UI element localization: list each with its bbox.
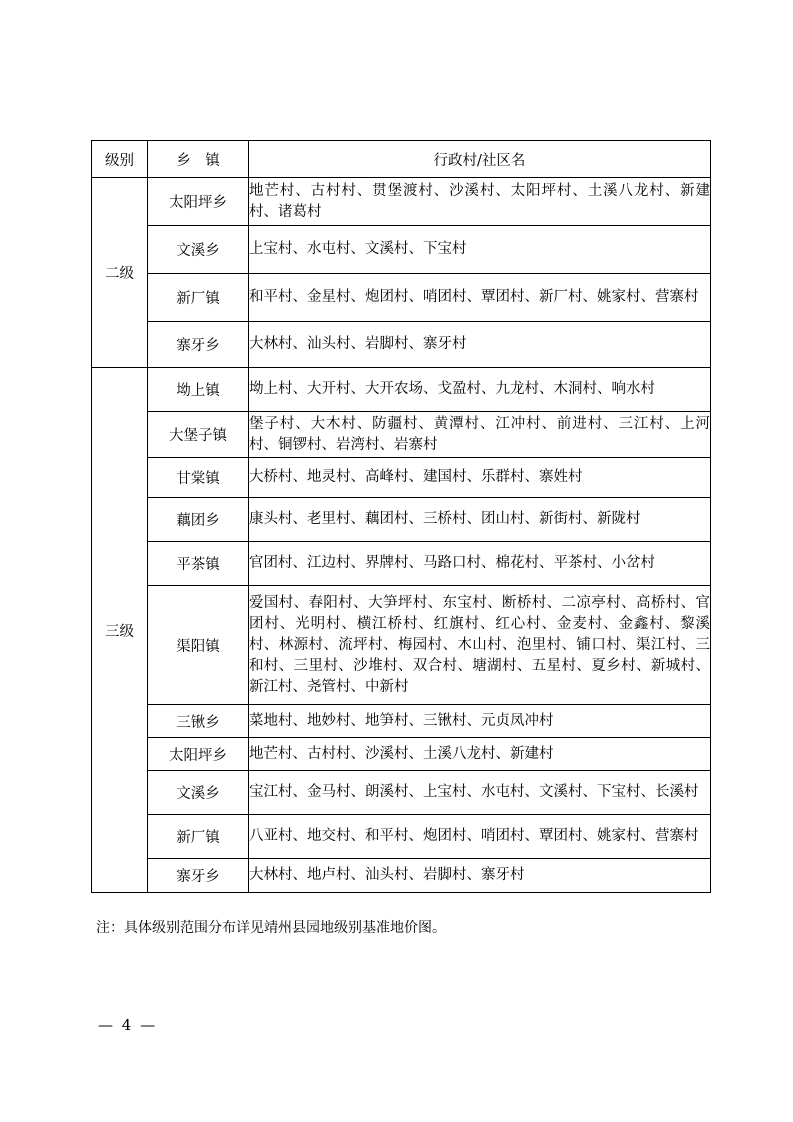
table-header-row	[92, 141, 711, 178]
header-town: 乡 镇	[148, 141, 249, 178]
table-row	[92, 586, 711, 705]
header-villages: 行政村/社区名	[249, 141, 711, 178]
villages-cell: 菜地村、地妙村、地笋村、三锹村、元贞凤冲村	[249, 705, 711, 738]
table-row	[92, 738, 711, 771]
town-cell: 大堡子镇	[148, 412, 249, 458]
table-row	[92, 705, 711, 738]
table-row	[92, 498, 711, 542]
town-cell: 寨牙乡	[148, 322, 249, 368]
table-row	[92, 412, 711, 458]
town-cell: 藕团乡	[148, 498, 249, 542]
town-cell: 寨牙乡	[148, 859, 249, 893]
villages-cell: 地芒村、古村村、贯堡渡村、沙溪村、太阳坪村、土溪八龙村、新建村、诸葛村	[249, 178, 711, 226]
town-cell: 坳上镇	[148, 368, 249, 412]
header-level: 级别	[92, 141, 148, 178]
villages-cell: 官团村、江边村、界牌村、马路口村、棉花村、平茶村、小岔村	[249, 542, 711, 586]
town-cell: 文溪乡	[148, 771, 249, 815]
town-cell: 文溪乡	[148, 226, 249, 274]
villages-cell: 爱国村、春阳村、大笋坪村、东宝村、断桥村、二凉亭村、高桥村、官团村、光明村、横江桥村、红旗村、红心村、金麦村、金鑫村、黎溪村、林源村、流坪村、梅园村、木山村、泡里村、铺口村、渠江村、三和村、三里村、沙堆村、双合村、塘湖村、五星村、夏乡村、新城村、新江村、尧管村、中新村	[249, 586, 711, 705]
villages-cell: 八亚村、地交村、和平村、炮团村、哨团村、覃团村、姚家村、营寨村	[249, 815, 711, 859]
town-cell: 甘棠镇	[148, 458, 249, 498]
footnote: 注：具体级别范围分布详见靖州县园地级别基准地价图。	[96, 920, 446, 936]
town-cell: 太阳坪乡	[148, 178, 249, 226]
level-cell: 三级	[92, 368, 148, 893]
page-number: — 4 —	[98, 1016, 158, 1034]
table-row	[92, 178, 711, 226]
town-cell: 新厂镇	[148, 274, 249, 322]
land-level-table	[91, 140, 711, 893]
table-row	[92, 274, 711, 322]
villages-cell: 康头村、老里村、藕团村、三桥村、团山村、新街村、新陇村	[249, 498, 711, 542]
table-row	[92, 859, 711, 893]
town-cell: 渠阳镇	[148, 586, 249, 705]
villages-cell: 坳上村、大开村、大开农场、戈盈村、九龙村、木洞村、响水村	[249, 368, 711, 412]
town-cell: 太阳坪乡	[148, 738, 249, 771]
villages-cell: 宝江村、金马村、朗溪村、上宝村、水屯村、文溪村、下宝村、长溪村	[249, 771, 711, 815]
villages-cell: 和平村、金星村、炮团村、哨团村、覃团村、新厂村、姚家村、营寨村	[249, 274, 711, 322]
town-cell: 三锹乡	[148, 705, 249, 738]
villages-cell: 大林村、汕头村、岩脚村、寨牙村	[249, 322, 711, 368]
villages-cell: 地芒村、古村村、沙溪村、土溪八龙村、新建村	[249, 738, 711, 771]
table-row	[92, 458, 711, 498]
table-row	[92, 815, 711, 859]
villages-cell: 上宝村、水屯村、文溪村、下宝村	[249, 226, 711, 274]
table-row	[92, 226, 711, 274]
table-row	[92, 771, 711, 815]
villages-cell: 堡子村、大木村、防疆村、黄潭村、江冲村、前进村、三江村、上河村、铜锣村、岩湾村、岩寨村	[249, 412, 711, 458]
table-row	[92, 322, 711, 368]
level-cell: 二级	[92, 178, 148, 368]
villages-cell: 大林村、地卢村、汕头村、岩脚村、寨牙村	[249, 859, 711, 893]
villages-cell: 大桥村、地灵村、高峰村、建国村、乐群村、寨姓村	[249, 458, 711, 498]
town-cell: 新厂镇	[148, 815, 249, 859]
table-row	[92, 542, 711, 586]
table-row	[92, 368, 711, 412]
town-cell: 平茶镇	[148, 542, 249, 586]
